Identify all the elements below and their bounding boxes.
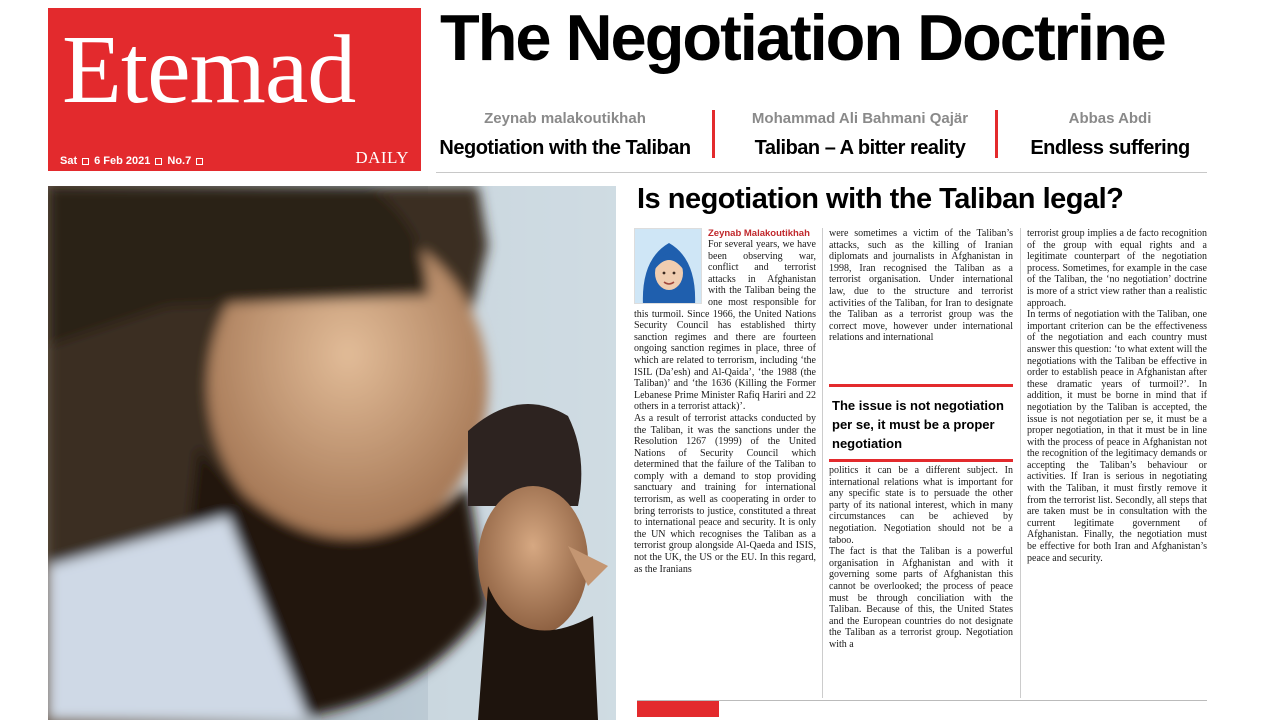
column-divider bbox=[822, 228, 823, 698]
article-paragraph: For several years, we have been observing war, conflict and terrorist attacks in Afghanistan with the Taliban being the one most responsible for this turmoil. Since 1966, the United Nations Security Council has established thirty sanction regimes and there are fourteen ongoing sanction regimes in place, three of which are related to terrorism, including ‘the ISIL (Da’esh) and Al-Qaida’, ‘the 1988 (the Taliban)’ and ‘the 1636 (Killing the Former Lebanese Prime Minister Rafiq Hariri and 22 others in a terrorist attack)’. bbox=[634, 239, 816, 413]
article-column-3 bbox=[1027, 228, 1207, 564]
article-title: Is negotiation with the Taliban legal? bbox=[637, 183, 1124, 215]
article-paragraph: politics it can be a different subject. In international relations what is important for any specific state is to persuade the other party of its national interest, which in many circumstances can be achieved by negotiation. Negotiation should not be a taboo. bbox=[829, 465, 1013, 546]
footer-rule bbox=[637, 700, 1207, 701]
teaser-2[interactable] bbox=[730, 104, 990, 166]
author-headshot-icon bbox=[635, 229, 702, 304]
teaser-title[interactable]: Negotiation with the Taliban bbox=[439, 137, 691, 159]
footer-red-bar bbox=[637, 701, 719, 717]
teaser-3[interactable] bbox=[1010, 104, 1210, 166]
issue-info bbox=[60, 155, 203, 167]
edition-label: DAILY bbox=[355, 148, 409, 167]
lead-photo bbox=[48, 186, 616, 720]
issue-number: No.7 bbox=[167, 155, 192, 167]
issue-day: Sat bbox=[60, 155, 78, 167]
author-photo bbox=[634, 228, 702, 304]
pull-quote bbox=[829, 384, 1013, 462]
article-paragraph: In terms of negotiation with the Taliban, one important criterion can be the effectiveness of the negotiation and each country must answer this question: ‘to what extent will the negotiations with the Taliban be effective in order to establish peace in Afghanistan after these dramatic years of turmoil?’. In addition, it must be borne in mind that if negotiation by the Taliban is accepted, the issue is not negotiation per se, it must be a proper negotiation, in that it must be in line with the process of peace in Afghanistan not the recognition of the legitimacy demands or accepting the Taliban’s behaviour or activities. If Iran is serious in negotiating with the Taliban, it must firstly remove it from the terrorist list. Secondly, all steps that are taken must be in consultation with the current legitimate government of Afghanistan. Finally, the negotiation must be effective for both Iran and Afghanistan’s peace and security. bbox=[1027, 309, 1207, 564]
issue-date: 6 Feb 2021 bbox=[94, 155, 151, 167]
teaser-author: Mohammad Ali Bahmani Qajär bbox=[751, 110, 969, 127]
teaser-author: Abbas Abdi bbox=[1068, 110, 1152, 127]
column-divider bbox=[1020, 228, 1021, 698]
teaser-1[interactable] bbox=[430, 104, 700, 166]
teaser-author: Zeynab malakoutikhah bbox=[484, 110, 646, 127]
square-bullet-icon bbox=[196, 158, 203, 165]
pull-quote-rule bbox=[829, 459, 1013, 462]
article-column-1 bbox=[634, 228, 816, 575]
masthead bbox=[48, 8, 421, 171]
square-bullet-icon bbox=[82, 158, 89, 165]
teaser-rule bbox=[436, 172, 1207, 173]
pull-quote-text: The issue is not negotiation per se, it must be a proper negotiation bbox=[832, 398, 1004, 451]
teaser-title[interactable]: Endless suffering bbox=[1030, 137, 1190, 159]
newspaper-logo: Etemad bbox=[62, 16, 356, 124]
article-paragraph: The fact is that the Taliban is a powerful organisation in Afghanistan and with it governing some parts of Afghanistan this cannot be overlooked; the process of peace must be through conciliation with the Taliban. Because of this, the United States and the European countries do not designate the Taliban as a terrorist group. Negotiation with a bbox=[829, 546, 1013, 650]
article-byline: Zeynab Malakoutikhah bbox=[708, 228, 810, 239]
teaser-divider bbox=[712, 110, 715, 158]
article-paragraph: were sometimes a victim of the Taliban’s attacks, such as the killing of Iranian diplomats and journalists in Afghanistan in 1998, Iran recognised the Taliban as a terrorist organisation. Under international law, due to the structure and terrorist activities of the Taliban, for Iran to designate the Taliban as a terrorist group was the correct move, however under international relations and international bbox=[829, 228, 1013, 344]
article-paragraph: terrorist group implies a de facto recognition of the group with equal rights and a legitimate counterpart of the negotiation process. Sometimes, for example in the case of the Taliban, the ‘no negotiation’ doctrine is more of a strict view rather than a realistic approach. bbox=[1027, 228, 1207, 309]
article-column-2 bbox=[829, 228, 1013, 344]
photo-illustration bbox=[48, 186, 616, 720]
teaser-title[interactable]: Taliban – A bitter reality bbox=[754, 137, 966, 159]
article-column-2-continued bbox=[829, 465, 1013, 651]
article-paragraph: As a result of terrorist attacks conducted by the Taliban, it was the sanctions under the Resolution 1267 (1999) of the United Nations of Security Council which determined that the failure of the Taliban to comply with a demand to stop providing sanctuary and training for international terrorism, as well as cooperating in order to bring terrorists to justice, constituted a threat to international peace and security. It is only the UN which recognises the Taliban as a terrorist group alongside Al-Qaeda and ISIS, not the UK, the US or the EU. In this regard, as the Iranians bbox=[634, 412, 816, 575]
main-headline: The Negotiation Doctrine bbox=[440, 1, 1165, 74]
teaser-bar bbox=[430, 104, 1206, 166]
teaser-divider bbox=[995, 110, 998, 158]
square-bullet-icon bbox=[155, 158, 162, 165]
